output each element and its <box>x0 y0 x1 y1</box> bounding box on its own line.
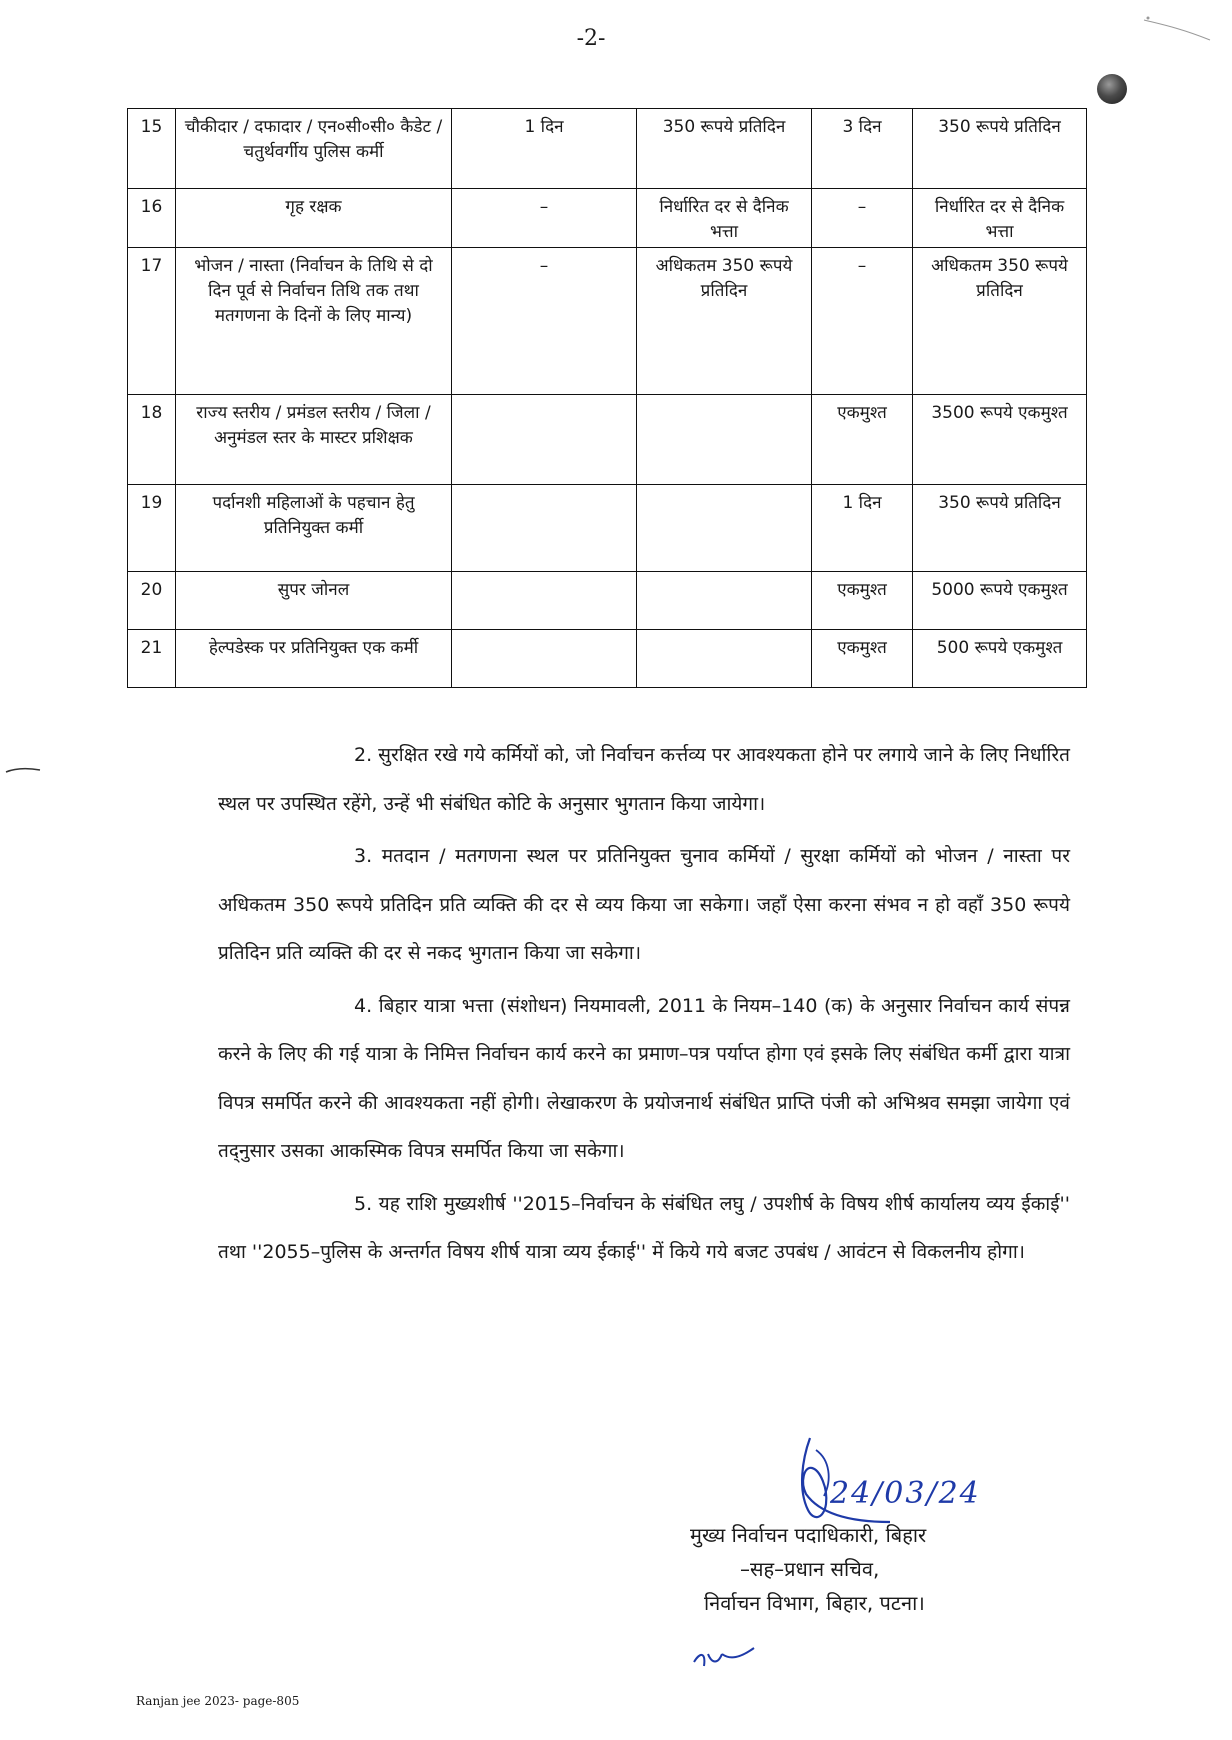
post-name: राज्य स्तरीय / प्रमंडल स्तरीय / जिला / अनुमंडल स्तर के मास्टर प्रशिक्षक <box>176 395 452 485</box>
rate-duty: 3500 रूपये एकमुश्त <box>913 395 1087 485</box>
table-row <box>128 485 1087 572</box>
signatory-additional-designation: –सह–प्रधान सचिव, <box>740 1557 880 1581</box>
rate-training <box>637 630 812 688</box>
post-name: सुपर जोनल <box>176 572 452 630</box>
rate-duty: 350 रूपये प्रतिदिन <box>913 109 1087 189</box>
days-duty: एकमुश्त <box>812 395 913 485</box>
row-number: 20 <box>128 572 176 630</box>
rate-training: निर्धारित दर से दैनिक भत्ता <box>637 189 812 248</box>
body-paragraphs <box>218 731 1070 1281</box>
allowance-table <box>127 108 1087 688</box>
rate-training: अधिकतम 350 रूपये प्रतिदिन <box>637 248 812 395</box>
footer-note: Ranjan jee 2023- page-805 <box>136 1694 300 1708</box>
signatory-department: निर्वाचन विभाग, बिहार, पटना। <box>704 1591 925 1615</box>
post-name: चौकीदार / दफादार / एन०सी०सी० कैडेट / चतुर्थवर्गीय पुलिस कर्मी <box>176 109 452 189</box>
signature-date: 24/03/24 <box>830 1476 981 1511</box>
post-name: हेल्पडेस्क पर प्रतिनियुक्त एक कर्मी <box>176 630 452 688</box>
table-row <box>128 395 1087 485</box>
days-training: 1 दिन <box>452 109 637 189</box>
days-training <box>452 485 637 572</box>
handwritten-initials <box>690 1640 760 1676</box>
punch-hole-mark <box>1097 74 1127 104</box>
post-name: भोजन / नास्ता (निर्वाचन के तिथि से दो दिन पूर्व से निर्वाचन तिथि तक तथा मतगणना के दिनों के लिए मान्य) <box>176 248 452 395</box>
row-number: 17 <box>128 248 176 395</box>
days-duty: – <box>812 189 913 248</box>
edge-scribble-mark <box>4 764 44 778</box>
row-number: 18 <box>128 395 176 485</box>
signature-block <box>668 1518 1008 1620</box>
days-training <box>452 572 637 630</box>
paragraph-5: 5. यह राशि मुख्यशीर्ष ''2015–निर्वाचन के संबंधित लघु / उपशीर्ष के विषय शीर्ष कार्यालय व्यय ईकाई'' तथा ''2055–पुलिस के अन्तर्गत विषय शीर्ष यात्रा व्यय ईकाई'' में किये गये बजट उपबंध / आवंटन से विकलनीय होगा। <box>218 1192 1070 1263</box>
row-number: 15 <box>128 109 176 189</box>
days-training <box>452 395 637 485</box>
row-number: 19 <box>128 485 176 572</box>
days-duty: 1 दिन <box>812 485 913 572</box>
days-duty: एकमुश्त <box>812 572 913 630</box>
days-duty: – <box>812 248 913 395</box>
rate-training <box>637 395 812 485</box>
paragraph-2: 2. सुरक्षित रखे गये कर्मियों को, जो निर्वाचन कर्त्तव्य पर आवश्यकता होने पर लगाये जाने के लिए निर्धारित स्थल पर उपस्थित रहेंगे, उन्हें भी संबंधित कोटि के अनुसार भुगतान किया जायेगा। <box>218 744 1070 815</box>
days-duty: एकमुश्त <box>812 630 913 688</box>
row-number: 21 <box>128 630 176 688</box>
rate-duty: 500 रूपये एकमुश्त <box>913 630 1087 688</box>
days-training <box>452 630 637 688</box>
rate-duty: निर्धारित दर से दैनिक भत्ता <box>913 189 1087 248</box>
page-number: -2- <box>576 26 606 51</box>
rate-duty: 5000 रूपये एकमुश्त <box>913 572 1087 630</box>
rate-duty: अधिकतम 350 रूपये प्रतिदिन <box>913 248 1087 395</box>
signatory-designation: मुख्य निर्वाचन पदाधिकारी, बिहार <box>690 1523 927 1547</box>
row-number: 16 <box>128 189 176 248</box>
post-name: गृह रक्षक <box>176 189 452 248</box>
table-row <box>128 189 1087 248</box>
rate-training <box>637 485 812 572</box>
post-name: पर्दानशी महिलाओं के पहचान हेतु प्रतिनियुक्त कर्मी <box>176 485 452 572</box>
days-training: – <box>452 248 637 395</box>
table-row <box>128 630 1087 688</box>
rate-training: 350 रूपये प्रतिदिन <box>637 109 812 189</box>
days-training: – <box>452 189 637 248</box>
rate-duty: 350 रूपये प्रतिदिन <box>913 485 1087 572</box>
table-row <box>128 572 1087 630</box>
table-row <box>128 248 1087 395</box>
table-row <box>128 109 1087 189</box>
corner-scribble-mark <box>1140 10 1220 50</box>
paragraph-4: 4. बिहार यात्रा भत्ता (संशोधन) नियमावली, 2011 के नियम–140 (क) के अनुसार निर्वाचन कार्य संपन्न करने के लिए की गई यात्रा के निमित्त निर्वाचन कार्य करने का प्रमाण–पत्र पर्याप्त होगा एवं इसके लिए संबंधित कर्मी द्वारा यात्रा विपत्र समर्पित करने की आवश्यकता नहीं होगी। लेखाकरण के प्रयोजनार्थ संबंधित प्राप्ति पंजी को अभिश्रव समझा जायेगा एवं तद्नुसार उसका आकस्मिक विपत्र समर्पित किया जा सकेगा। <box>218 994 1070 1162</box>
paragraph-3: 3. मतदान / मतगणना स्थल पर प्रतिनियुक्त चुनाव कर्मियों / सुरक्षा कर्मियों को भोजन / नास्ता पर अधिकतम 350 रूपये प्रतिदिन प्रति व्यक्ति की दर से व्यय किया जा सकेगा। जहाँ ऐसा करना संभव न हो वहाँ 350 रूपये प्रतिदिन प्रति व्यक्ति की दर से नकद भुगतान किया जा सकेगा। <box>218 845 1070 964</box>
days-duty: 3 दिन <box>812 109 913 189</box>
rate-training <box>637 572 812 630</box>
